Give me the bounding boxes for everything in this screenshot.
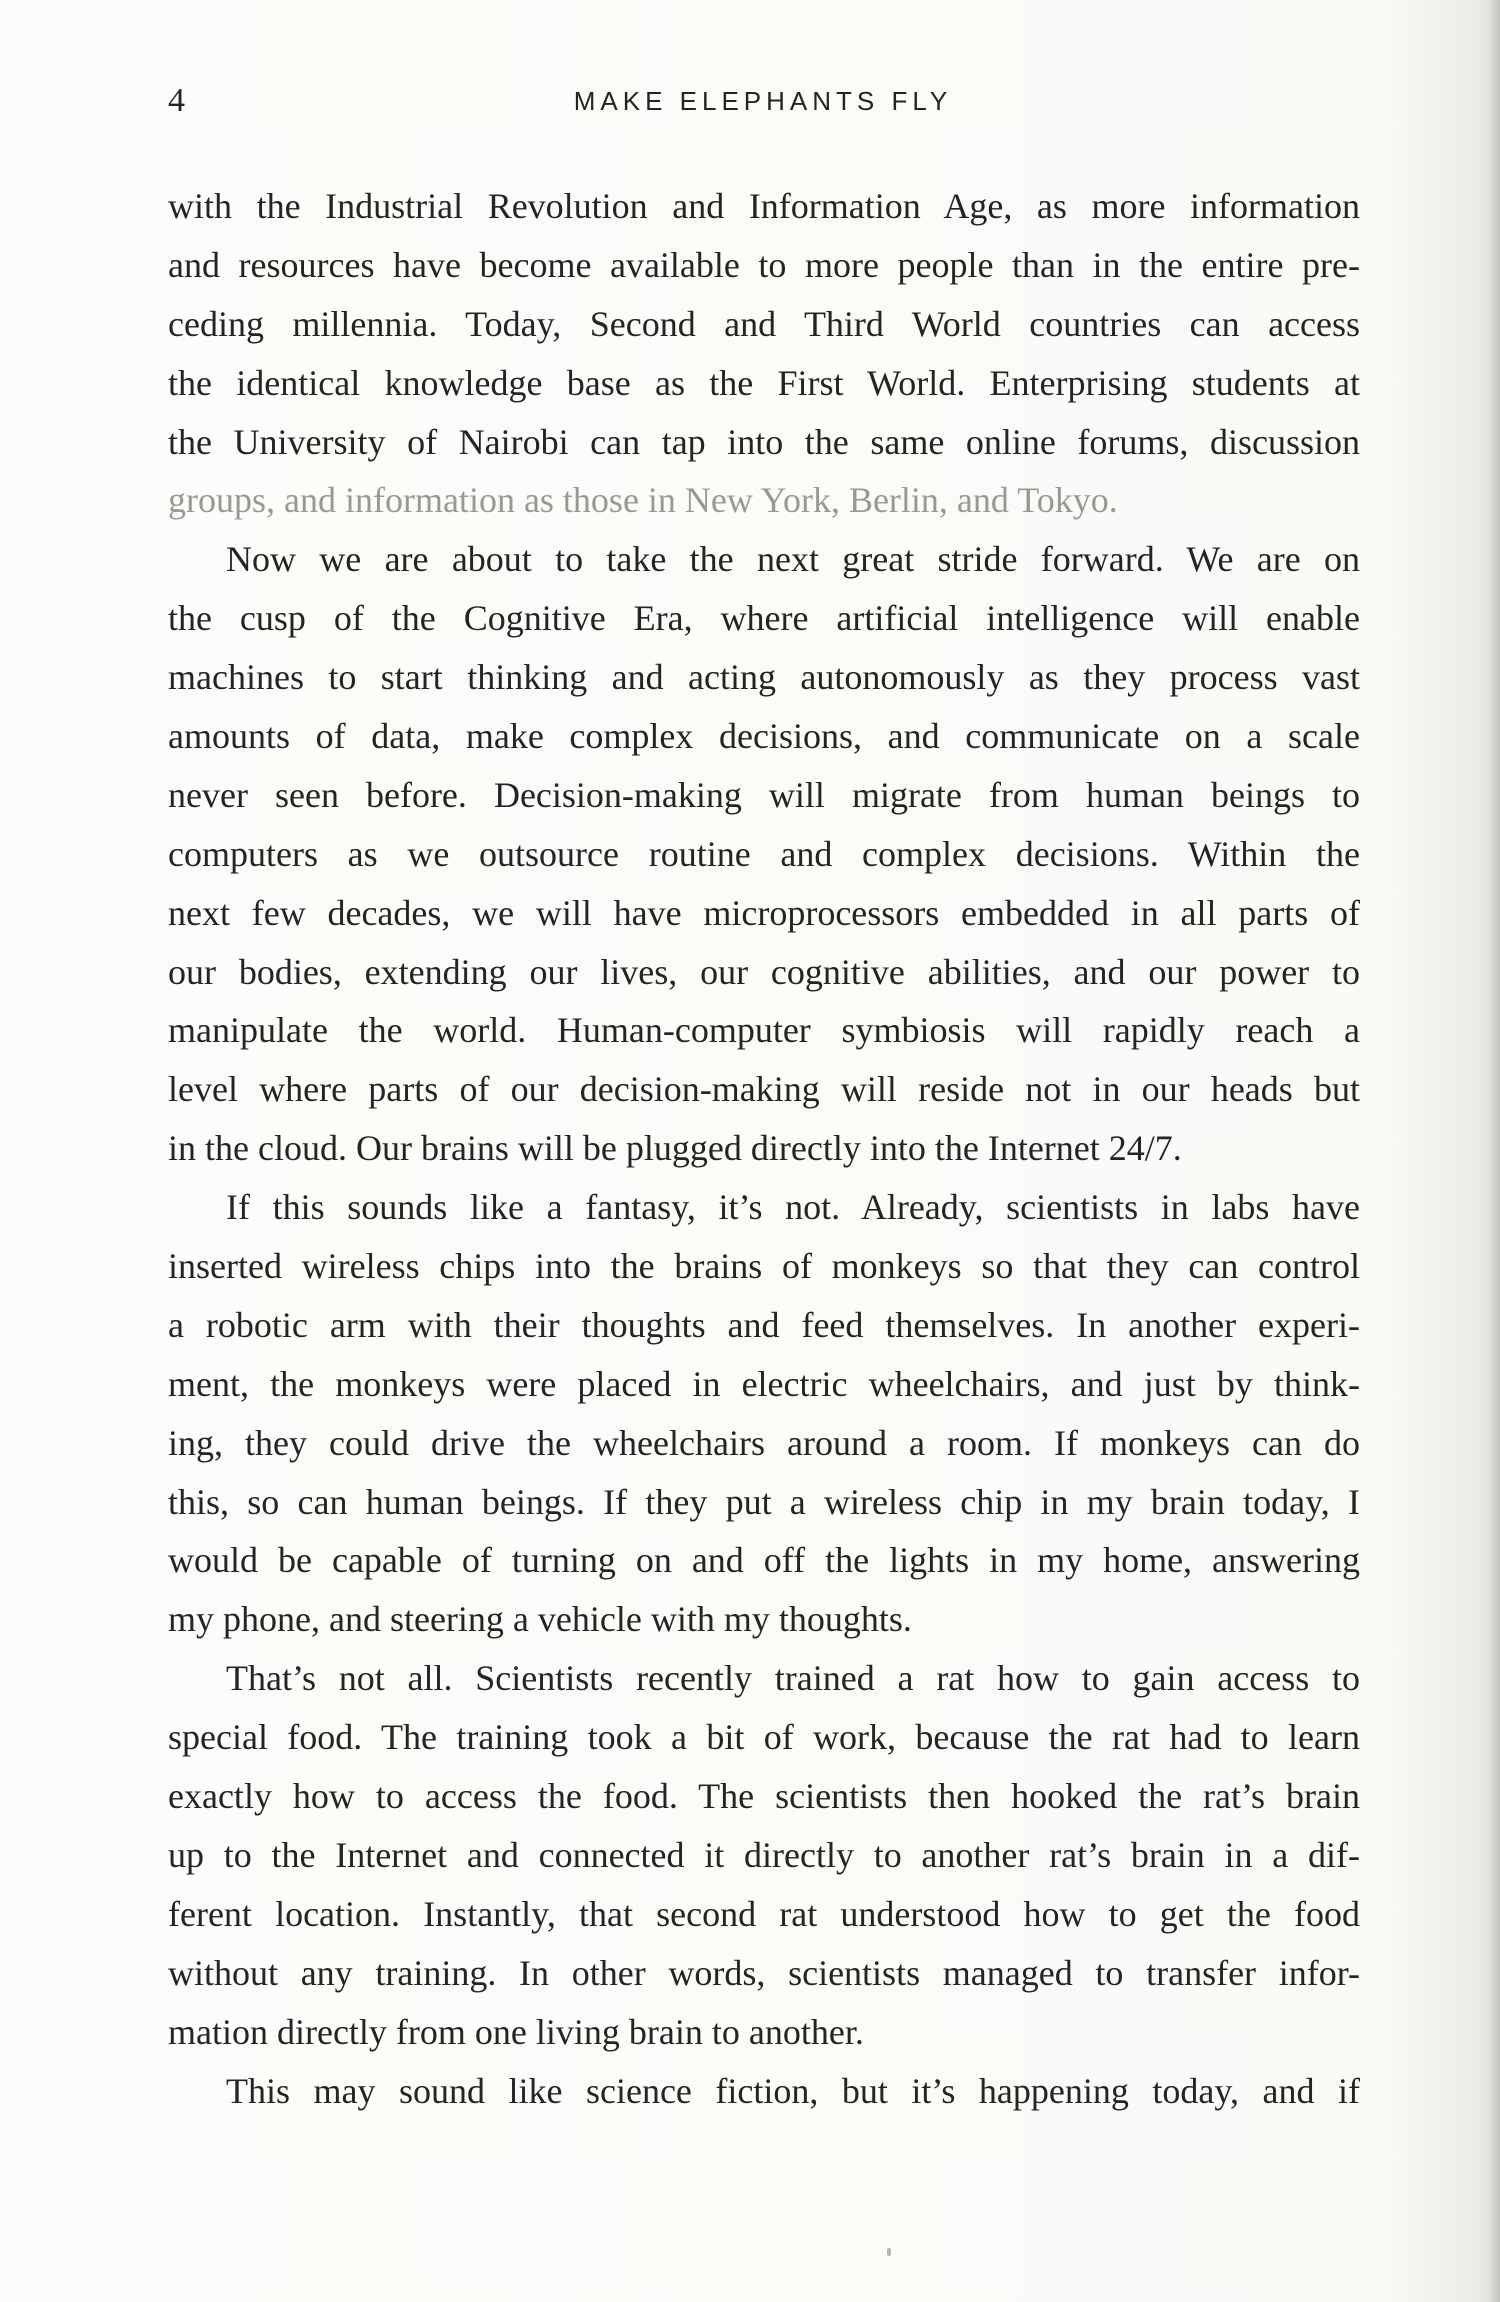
text-line: this, so can human beings. If they put a wireless chip in my brain today, I <box>168 1481 1360 1522</box>
text-line: amounts of data, make complex decisions, and communicate on a scale <box>168 716 1360 757</box>
text-line: ment, the monkeys were placed in electric wheelchairs, and just by think- <box>168 1363 1360 1404</box>
page-edge-shadow <box>1490 0 1500 2302</box>
page-header <box>168 78 1358 124</box>
text-line: the cusp of the Cognitive Era, where artificial intelligence will enable <box>168 598 1360 639</box>
text-line: That’s not all. Scientists recently trained a rat how to gain access to <box>226 1658 1360 1699</box>
text-line: would be capable of turning on and off the lights in my home, answering <box>168 1540 1360 1581</box>
running-head: MAKE ELEPHANTS FLY <box>573 86 953 116</box>
text-line: without any training. In other words, scientists managed to transfer infor- <box>168 1952 1360 1993</box>
text-line: computers as we outsource routine and complex decisions. Within the <box>168 833 1360 874</box>
text-line: inserted wireless chips into the brains of monkeys so that they can control <box>168 1246 1360 1287</box>
text-line: never seen before. Decision-making will migrate from human beings to <box>168 774 1360 815</box>
text-line: This may sound like science fiction, but it’s happening today, and if <box>226 2070 1360 2111</box>
text-line: manipulate the world. Human-computer symbiosis will rapidly reach a <box>168 1010 1360 1051</box>
text-line: the University of Nairobi can tap into the same online forums, discussion <box>168 421 1360 462</box>
text-line: mation directly from one living brain to another. <box>168 2011 864 2052</box>
text-line: with the Industrial Revolution and Information Age, as more information <box>168 186 1360 226</box>
text-line: machines to start thinking and acting autonomously as they process vast <box>168 657 1360 698</box>
text-line: ferent location. Instantly, that second rat understood how to get the food <box>168 1893 1360 1934</box>
text-line: If this sounds like a fantasy, it’s not. Already, scientists in labs have <box>226 1187 1360 1228</box>
text-line: special food. The training took a bit of work, because the rat had to learn <box>168 1717 1360 1758</box>
text-line: ceding millennia. Today, Second and Third World countries can access <box>168 303 1360 344</box>
text-line: our bodies, extending our lives, our cognitive abilities, and our power to <box>168 951 1360 992</box>
text-line: ing, they could drive the wheelchairs around a room. If monkeys can do <box>168 1422 1360 1463</box>
text-line: groups, and information as those in New York, Berlin, and Tokyo. <box>168 480 1118 521</box>
text-line: a robotic arm with their thoughts and feed themselves. In another experi- <box>168 1304 1360 1345</box>
text-line: level where parts of our decision-making will reside not in our heads but <box>168 1069 1360 1110</box>
text-line: Now we are about to take the next great stride forward. We are on <box>226 539 1360 580</box>
text-line: in the cloud. Our brains will be plugged directly into the Internet 24/7. <box>168 1128 1182 1169</box>
paper-speck <box>887 2248 891 2256</box>
text-line: and resources have become available to more people than in the entire pre- <box>168 244 1360 285</box>
text-line: next few decades, we will have microprocessors embedded in all parts of <box>168 892 1360 933</box>
text-line: the identical knowledge base as the First World. Enterprising students at <box>168 362 1360 403</box>
body-text <box>168 177 1360 2120</box>
text-line: my phone, and steering a vehicle with my thoughts. <box>168 1599 912 1640</box>
page-number: 4 <box>168 82 185 119</box>
text-line: exactly how to access the food. The scientists then hooked the rat’s brain <box>168 1776 1360 1817</box>
text-line: up to the Internet and connected it directly to another rat’s brain in a dif- <box>168 1834 1360 1875</box>
